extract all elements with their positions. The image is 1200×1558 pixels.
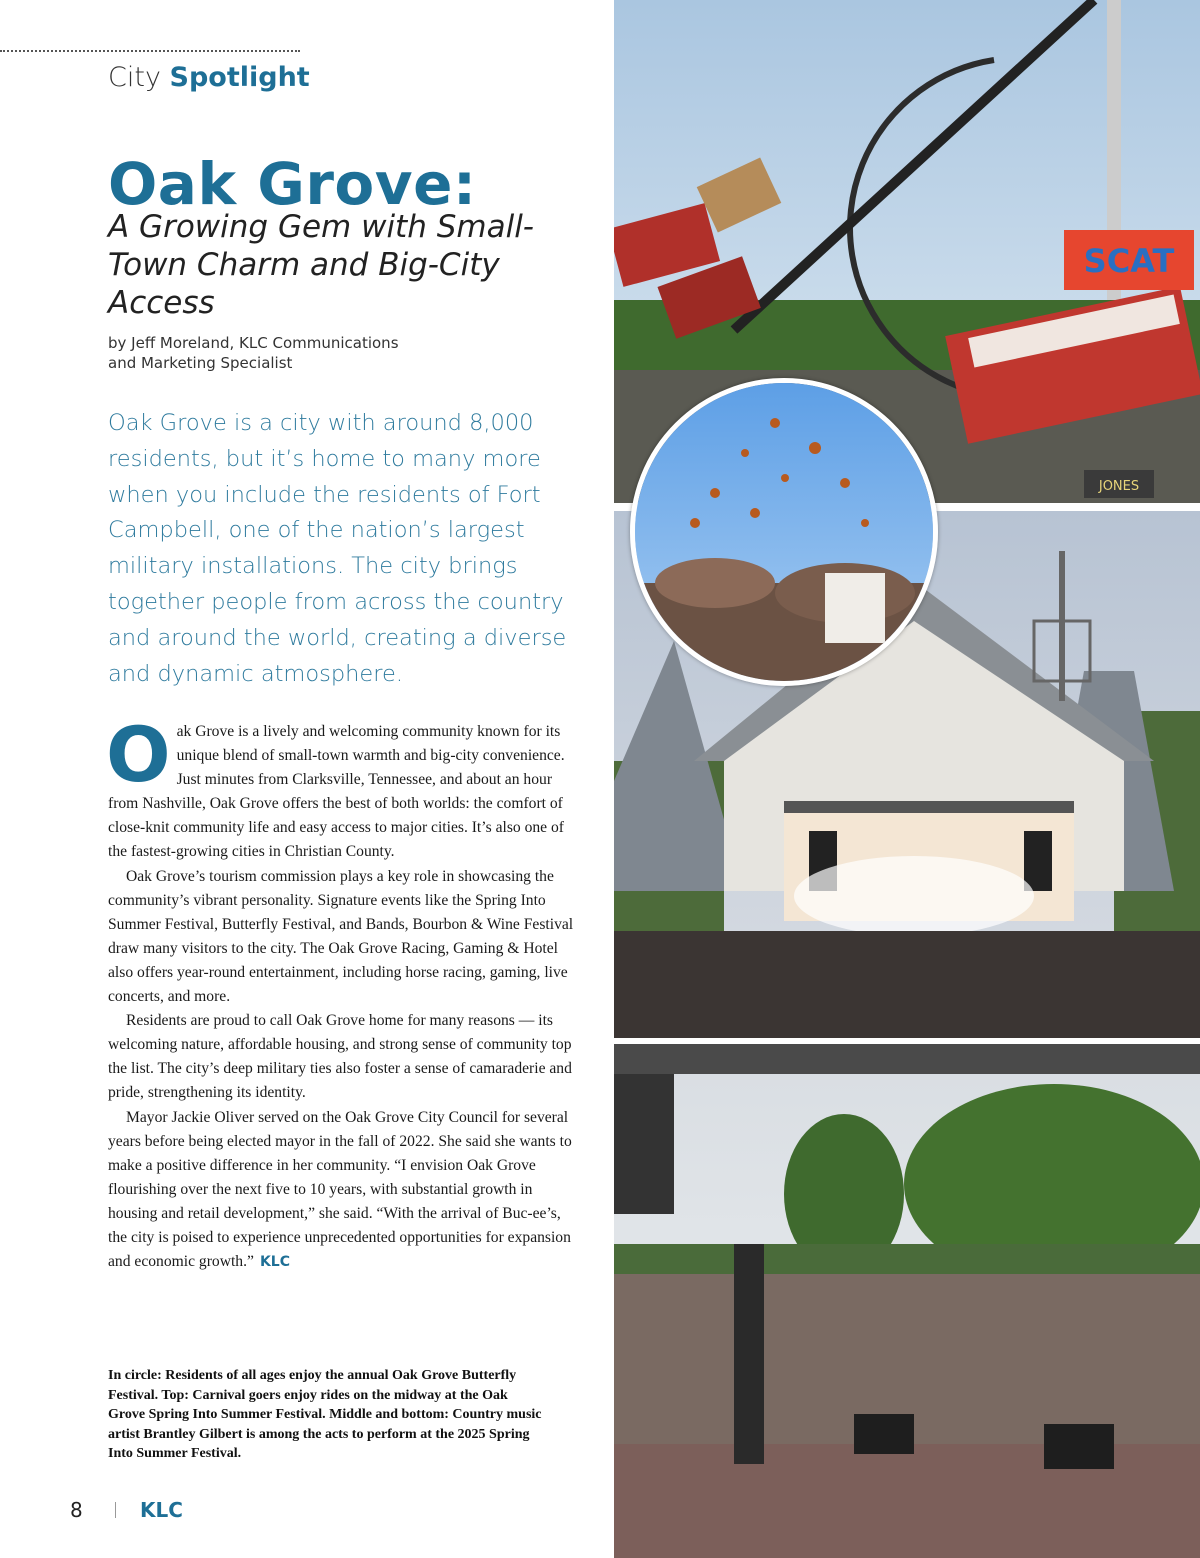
body-paragraph-3: Residents are proud to call Oak Grove home for many reasons — its welcoming nature, affordable housing, and strong sense of community top the list. The city’s deep military ties also foster a sense of camaraderie and pride, strengthening its identity. [108,1012,572,1102]
body-paragraph-1 [106,710,574,865]
section-label [108,62,310,93]
byline-line-1: by Jeff Moreland, KLC Communications [108,334,399,352]
lede-paragraph: Oak Grove is a city with around 8,000 residents, but it’s home to many more when you include the residents of Fort Campbell, one of the nation’s largest military installations. The city brings together people from across the country and around the world, creating a diverse and dynamic atmosphere. [108,410,567,687]
body-paragraph-4 [108,1106,574,1275]
article-title: Oak Grove: [108,150,477,218]
body-paragraph-2: Oak Grove’s tourism commission plays a key role in showcasing the community’s vibrant personality. Signature events like the Spring Into Summer Festival, Butterfly Festival, and Bands, Bourbon & Wine Festival draw many visitors to the city. The Oak Grove Racing, Gaming & Hotel also offers year-round entertainment, including horse racing, gaming, live concerts, and more. [108,867,574,1006]
byline-line-2: and Marketing Specialist [108,354,293,372]
magazine-name: KLC [140,1498,183,1522]
body-paragraph-1-text: ak Grove is a lively and welcoming community known for its unique blend of small-town warmth and big-city convenience. Just minutes from Clarksville, Tennessee, and about an hour from Nashville, Oak Grove offers the best of both worlds: the comfort of close-knit community life and easy access to major cities. It’s also one of the fastest-growing cities in Christian County. [108,723,565,861]
end-mark: KLC [259,1254,290,1271]
photo-butterfly-festival [630,378,938,686]
footer-divider [115,1502,116,1518]
ride-sign-text: SCAT [1083,242,1175,280]
article-body [106,710,574,1274]
photo-caption: In circle: Residents of all ages enjoy the annual Oak Grove Butterfly Festival. Top: Carnival goers enjoy rides on the midway at the Oak Grove Spring Into Summer Festival. Middle and bottom: Country music artist Brantley Gilbert is among the acts to perform at the 2025 Spring Into Summer Festival. [108,1368,542,1461]
section-label-light: City [108,62,161,93]
byline [108,333,528,373]
article-subtitle: A Growing Gem with Small-Town Charm and Big-City Access [108,209,534,321]
photo-concert-crowd [614,1044,1200,1558]
drop-cap: O [106,710,171,799]
dotted-rule [0,50,300,52]
page-number: 8 [70,1498,83,1522]
concert-crowd-illustration [614,1044,1200,1558]
ride-sign-text-2: JONES [1098,479,1140,494]
butterfly-festival-illustration [635,383,933,681]
body-paragraph-4-text: Mayor Jackie Oliver served on the Oak Grove City Council for several years before being elected mayor in the fall of 2022. She said she wants to make a positive difference in her community. “I envision Oak Grove flourishing over the next five to 10 years, with substantial growth in housing and retail development,” she said. “With the arrival of Buc-ee’s, the city is poised to experience unprecedented opportunities for expansion and economic growth.” [108,1108,572,1271]
section-label-bold: Spotlight [169,62,310,93]
